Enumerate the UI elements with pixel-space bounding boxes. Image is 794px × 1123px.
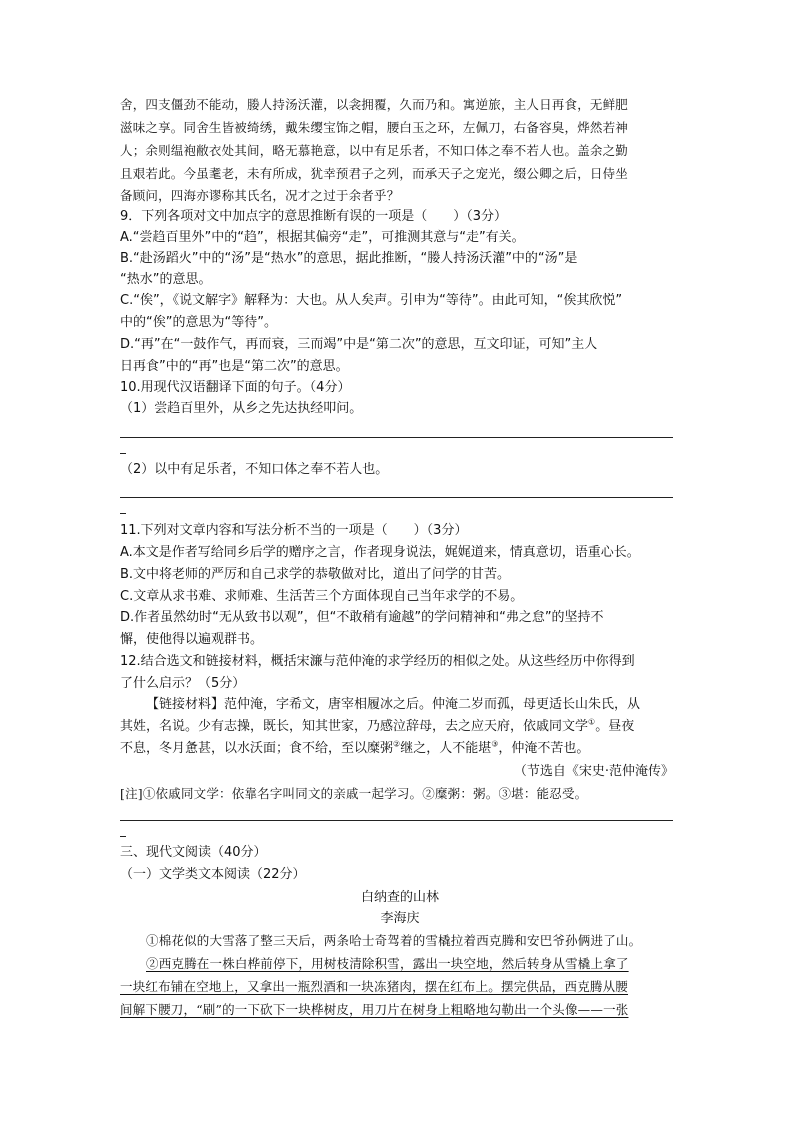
- article-author: 李海庆: [380, 911, 420, 926]
- material-note: [注]①依戚同文学：依靠名字叫同文的亲戚一起学习。②糜粥：粥。③堪：能忍受。: [120, 786, 588, 801]
- question-12-stem: 12.结合选文和链接材料，概括宋濂与范仲淹的求学经历的相似之处。从这些经历中你得到: [120, 654, 635, 669]
- answer-line: [120, 497, 673, 498]
- answer-line-mark: [120, 513, 126, 514]
- linked-material-line: 不息，冬月惫甚，以水沃面；食不给，至以糜粥②继之，人不能堪③，仲淹不苦也。: [120, 739, 590, 756]
- question-9-option-c: C.“俟”，《说文解字》解释为：大也。从人矣声。引申为“等待”。由此可知，“俟其欣悦”: [120, 293, 623, 308]
- answer-line-mark: [120, 836, 126, 837]
- footnote-marker: ①: [588, 717, 596, 727]
- question-9-option-b-cont: “热水”的意思。: [120, 272, 212, 287]
- question-9-option-d-cont: 日再食”中的“再”也是“第二次”的意思。: [120, 359, 349, 374]
- article-paragraph-underlined: ②西克腾在一株白桦前停下，用树枝清除积雪，露出一块空地，然后转身从雪橇上拿了: [146, 956, 629, 971]
- question-9-option-c-cont: 中的“俟”的意思为“等待”。: [120, 315, 277, 330]
- answer-line: [120, 820, 673, 821]
- footnote-marker: ③: [491, 739, 499, 749]
- classical-text-line: 舍，四支僵劲不能动，媵人持汤沃灌，以衾拥覆，久而乃和。寓逆旅，主人日再食，无鲜肥: [120, 97, 629, 112]
- answer-line-mark: [120, 453, 126, 454]
- question-9-stem: 9．下列各项对文中加点字的意思推断有误的一项是（ ）（3分）: [120, 209, 508, 224]
- classical-text-line: 滋味之享。同舍生皆被绮绣，戴朱缨宝饰之帽，腰白玉之环，左佩刀，右备容臭，烨然若神: [120, 120, 629, 135]
- answer-line: [120, 437, 673, 438]
- linked-material-line: 【链接材料】范仲淹，字希文，唐宰相履冰之后。仲淹二岁而孤，母更适长山朱氏，从: [146, 697, 641, 712]
- question-12-stem-cont: 了什么启示？（5分）: [120, 676, 246, 691]
- material-source: （节选自《宋史·范仲淹传》: [513, 764, 674, 779]
- article-paragraph: ①棉花似的大雪落了整三天后，两条哈士奇驾着的雪橇拉着西克腾和安巴爷孙俩进了山。: [146, 933, 642, 948]
- question-11-option-b: B.文中将老师的严厉和自己求学的恭敬做对比，道出了问学的甘苦。: [120, 567, 511, 582]
- question-11-option-d-cont: 懈，使他得以遍观群书。: [120, 632, 264, 647]
- question-10-sentence-1: （1）尝趋百里外，从乡之先达执经叩问。: [120, 401, 363, 416]
- question-11-option-a: A.本文是作者写给同乡后学的赠序之言，作者现身说法，娓娓道来，情真意切，语重心长。: [120, 545, 640, 560]
- question-11-option-d: D.作者虽然幼时“无从致书以观”，但“不敢稍有逾越”的学问精神和“弗之怠”的坚持不: [120, 610, 604, 625]
- footnote-marker: ②: [393, 739, 401, 749]
- linked-material-line: 其姓，名说。少有志操，既长，知其世家，乃感泣辞母，去之应天府，依戚同文学①。昼夜: [120, 717, 635, 734]
- question-9-option-a: A.“尝趋百里外”中的“趋”，根据其偏旁“走”，可推测其意与“走”有关。: [120, 230, 525, 245]
- section-heading: 三、现代文阅读（40分）: [120, 845, 267, 860]
- article-title: 白纳查的山林: [360, 890, 439, 905]
- question-10-stem: 10.用现代汉语翻译下面的句子。（4分）: [120, 380, 351, 395]
- question-10-sentence-2: （2）以中有足乐者，不知口体之奉不若人也。: [120, 462, 389, 477]
- question-11-option-c: C.文章从求书难、求师难、生活苦三个方面体现自己当年求学的不易。: [120, 589, 524, 604]
- subsection-heading: （一）文学类文本阅读（22分）: [120, 867, 306, 882]
- classical-text-line: 备顾问，四海亦谬称其氏名，况才之过于余者乎？: [120, 188, 400, 203]
- question-9-option-b: B.“赴汤蹈火”中的“汤”是“热水”的意思，据此推断，“媵人持汤沃灌”中的“汤”是: [120, 251, 578, 266]
- article-paragraph-underlined: 间解下腰刀，“刷”的一下砍下一块桦树皮，用刀片在树身上粗略地勾勒出一个头像——一张: [120, 1002, 629, 1017]
- question-11-stem: 11.下列对文章内容和写法分析不当的一项是（ ）（3分）: [120, 523, 468, 538]
- article-paragraph-underlined: 一块红布铺在空地上，又拿出一瓶烈酒和一块冻猪肉，摆在红布上。摆完供品，西克腾从腰: [120, 979, 629, 994]
- question-9-option-d: D.“再”在“一鼓作气，再而衰，三而竭”中是“第二次”的意思，互文印证，可知”主人: [120, 337, 598, 352]
- classical-text-line: 且艰若此。今虽耄老，未有所成，犹幸预君子之列，而承天子之宠光，缀公卿之后，日侍坐: [120, 166, 629, 181]
- classical-text-line: 人；余则缊袍敝衣处其间，略无慕艳意，以中有足乐者，不知口体之奉不若人也。盖余之勤: [120, 143, 629, 158]
